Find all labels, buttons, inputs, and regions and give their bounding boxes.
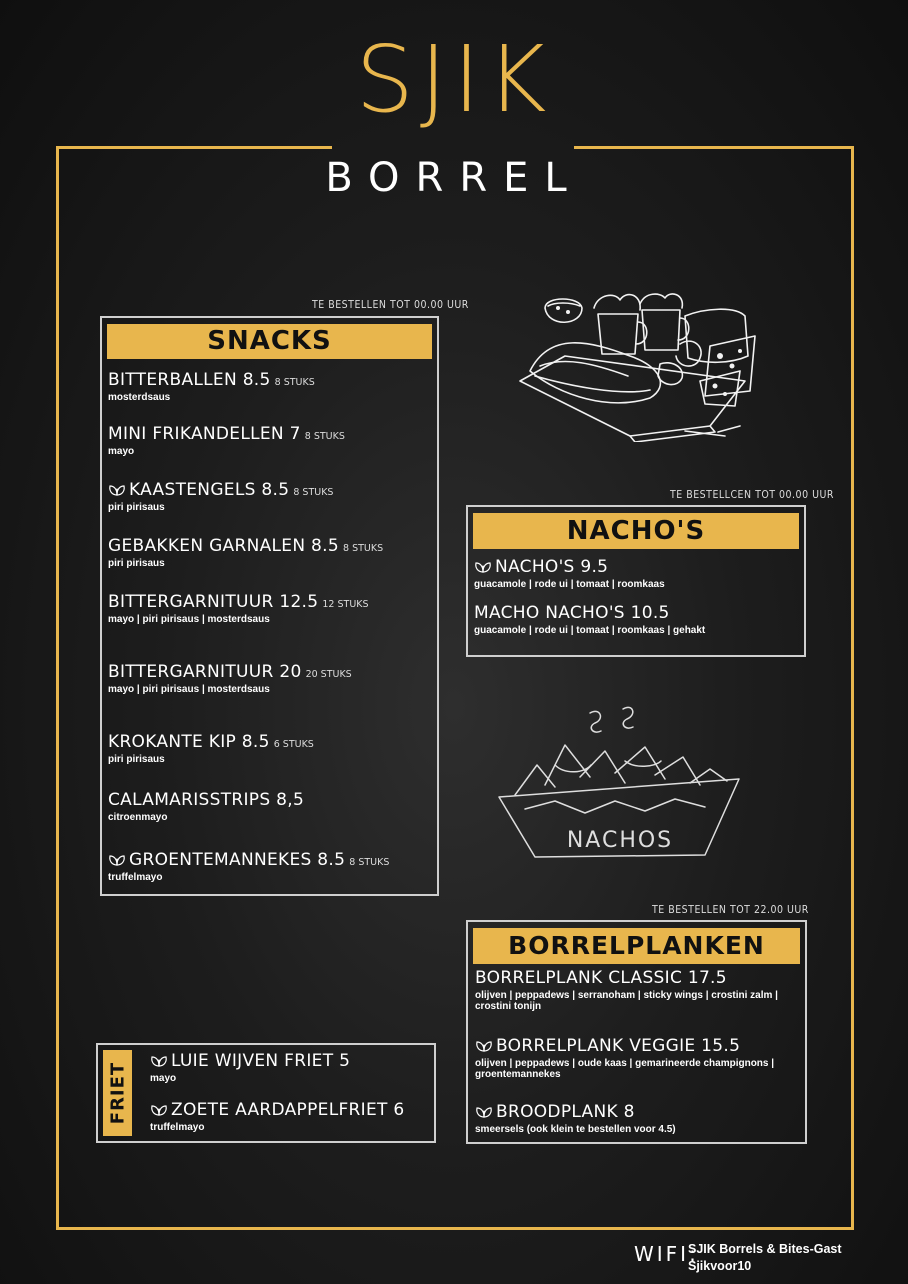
brand-title: SJIK xyxy=(355,26,553,133)
friet-section xyxy=(96,1043,436,1143)
veggie-leaf-icon xyxy=(474,560,492,572)
borrelplanken-heading: BORRELPLANKEN xyxy=(473,928,800,964)
borrelplanken-item xyxy=(475,1102,797,1135)
friet-heading-bar xyxy=(103,1050,132,1136)
friet-list xyxy=(150,1045,430,1140)
veggie-leaf-icon xyxy=(150,1103,168,1115)
item-name: ZOETE AARDAPPELFRIET 6 xyxy=(171,1100,405,1120)
snacks-item xyxy=(108,370,315,403)
item-description: smeersels (ook klein te bestellen voor 4.5) xyxy=(475,1124,676,1135)
item-name: BROODPLANK 8 xyxy=(496,1102,635,1122)
platter-illustration xyxy=(510,286,760,442)
item-description: olijven | peppadews | oude kaas | gemarineerde champignons | groentemannekes xyxy=(475,1058,775,1080)
item-quantity: 8 STUKS xyxy=(274,377,315,388)
item-quantity: 8 STUKS xyxy=(349,857,390,868)
item-name: BORRELPLANK CLASSIC 17.5 xyxy=(475,968,727,988)
nachos-section xyxy=(466,505,806,657)
nachos-list xyxy=(474,507,800,652)
wifi-label: WIFI: xyxy=(634,1242,699,1266)
friet-item xyxy=(150,1100,405,1133)
item-description: olijven | peppadews | serranoham | sticky wings | crostini zalm | crostini tonijn xyxy=(475,990,778,1012)
veggie-leaf-icon xyxy=(150,1054,168,1066)
item-description: mayo xyxy=(108,446,135,457)
borrelplanken-item xyxy=(475,968,797,1012)
item-description: piri pirisaus xyxy=(108,558,165,569)
item-name: NACHO'S 9.5 xyxy=(495,557,609,577)
veggie-leaf-icon xyxy=(475,1105,493,1117)
borrelplanken-section xyxy=(466,920,807,1144)
item-name: LUIE WIJVEN FRIET 5 xyxy=(171,1051,351,1071)
item-description: mayo | piri pirisaus | mosterdsaus xyxy=(108,614,270,625)
item-quantity: 8 STUKS xyxy=(293,487,334,498)
snacks-item xyxy=(108,424,345,457)
item-description: guacamole | rode ui | tomaat | roomkaas xyxy=(474,579,665,590)
item-description: truffelmayo xyxy=(150,1122,205,1133)
veggie-leaf-icon xyxy=(108,853,126,865)
snacks-item xyxy=(108,850,389,883)
item-name: CALAMARISSTRIPS 8,5 xyxy=(108,790,305,810)
brand-subtitle: BORREL xyxy=(325,155,583,201)
veggie-leaf-icon xyxy=(475,1039,493,1051)
nachos-illustration-label: NACHOS xyxy=(566,828,674,853)
item-name: GEBAKKEN GARNALEN 8.5 xyxy=(108,536,339,556)
item-description: piri pirisaus xyxy=(108,502,165,513)
item-description: truffelmayo xyxy=(108,872,163,883)
wifi-network: SJIK Borrels & Bites-Gast xyxy=(688,1242,842,1256)
item-quantity: 20 STUKS xyxy=(305,669,352,680)
item-name: MACHO NACHO'S 10.5 xyxy=(474,603,670,623)
item-name: BITTERGARNITUUR 20 xyxy=(108,662,302,682)
item-name: KAASTENGELS 8.5 xyxy=(129,480,290,500)
item-name: MINI FRIKANDELLEN 7 xyxy=(108,424,301,444)
item-quantity: 8 STUKS xyxy=(343,543,384,554)
item-description: mosterdsaus xyxy=(108,392,171,403)
item-description: citroenmayo xyxy=(108,812,168,823)
snacks-item xyxy=(108,790,304,823)
snacks-list xyxy=(108,318,433,888)
borrelplanken-order-note: TE BESTELLEN TOT 22.00 UUR xyxy=(652,904,809,916)
snacks-item xyxy=(108,662,352,695)
snacks-item xyxy=(108,536,383,569)
friet-heading: FRIET xyxy=(107,1061,128,1125)
item-description: mayo xyxy=(150,1073,177,1084)
snacks-item xyxy=(108,592,369,625)
item-quantity: 12 STUKS xyxy=(322,599,369,610)
item-description: mayo | piri pirisaus | mosterdsaus xyxy=(108,684,270,695)
snacks-item xyxy=(108,480,333,513)
item-name: BITTERGARNITUUR 12.5 xyxy=(108,592,319,612)
nachos-order-note: TE BESTELLCEN TOT 00.00 UUR xyxy=(670,489,834,501)
item-description: guacamole | rode ui | tomaat | roomkaas | gehakt xyxy=(474,625,706,636)
item-quantity: 8 STUKS xyxy=(304,431,345,442)
item-quantity: 6 STUKS xyxy=(273,739,314,750)
item-description: piri pirisaus xyxy=(108,754,165,765)
nachos-item xyxy=(474,557,665,590)
item-name: BITTERBALLEN 8.5 xyxy=(108,370,271,390)
veggie-leaf-icon xyxy=(108,483,126,495)
item-name: BORRELPLANK VEGGIE 15.5 xyxy=(496,1036,741,1056)
wifi-password: Sjikvoor10 xyxy=(688,1259,752,1273)
snacks-heading: SNACKS xyxy=(107,324,432,359)
item-name: GROENTEMANNEKES 8.5 xyxy=(129,850,346,870)
nachos-illustration xyxy=(495,705,745,865)
snacks-section xyxy=(100,316,439,896)
nachos-item xyxy=(474,603,705,636)
borrelplanken-item xyxy=(475,1036,797,1080)
borrelplanken-list xyxy=(475,922,801,1137)
nachos-heading: NACHO'S xyxy=(473,513,799,549)
item-name: KROKANTE KIP 8.5 xyxy=(108,732,270,752)
friet-item xyxy=(150,1051,350,1084)
snacks-order-note: TE BESTELLEN TOT 00.00 UUR xyxy=(312,299,469,311)
snacks-item xyxy=(108,732,314,765)
